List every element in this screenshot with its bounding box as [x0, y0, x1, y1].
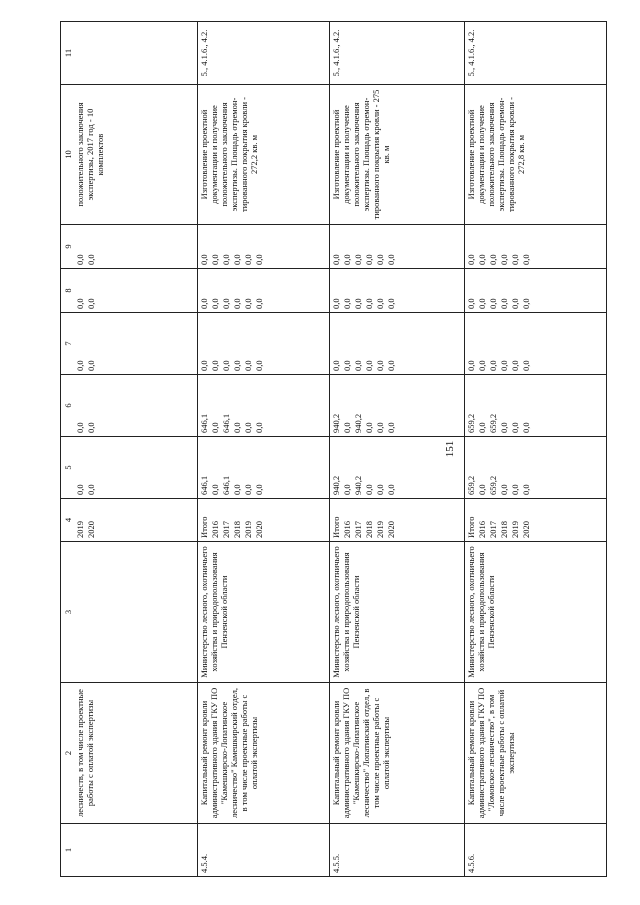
column-number: 6 — [61, 375, 75, 437]
amount-cell: 0,0 — [209, 360, 220, 371]
amount-cell: 659,2 — [487, 413, 498, 433]
indicator-link: 5., 4.1.6., 4.2. — [329, 22, 464, 85]
amount-cell: 0,0 — [253, 298, 264, 309]
amount-cell: 0,0 — [86, 422, 96, 433]
amount-cell: 0,0 — [385, 298, 396, 309]
funding-column — [197, 375, 329, 437]
column-number: 11 — [61, 22, 75, 85]
program-activities-table — [60, 21, 607, 877]
amount-cell: 0,0 — [465, 360, 476, 371]
year-cell: 2017 — [220, 521, 231, 538]
amount-cell: 0,0 — [75, 484, 85, 495]
table-body — [61, 22, 607, 877]
amount-cell: 0,0 — [498, 422, 509, 433]
amount-cell: 940,2 — [352, 413, 363, 433]
amount-cell: 0,0 — [363, 254, 374, 265]
funding-column — [74, 313, 197, 375]
amount-cell: 0,0 — [465, 254, 476, 265]
amount-cell: 659,2 — [465, 413, 476, 433]
column-number: 2 — [61, 683, 75, 824]
amount-cell: 0,0 — [341, 484, 352, 495]
amount-cell: 0,0 — [509, 254, 520, 265]
amount-cell: 0,0 — [476, 360, 487, 371]
amount-cell: 646,1 — [220, 413, 231, 433]
amount-cell: 0,0 — [363, 422, 374, 433]
amount-cell: 0,0 — [352, 254, 363, 265]
funding-column — [197, 313, 329, 375]
amount-cell: 0,0 — [231, 254, 242, 265]
expected-result: положительного заключения экспертизы, 2017 год - 10 комплектов — [74, 85, 197, 225]
amount-cell: 0,0 — [253, 422, 264, 433]
funding-column — [329, 437, 464, 499]
amount-cell: 0,0 — [198, 254, 209, 265]
year-cell: Итого — [465, 516, 476, 538]
funding-column — [74, 375, 197, 437]
year-cell: 2017 — [487, 521, 498, 538]
funding-column — [329, 375, 464, 437]
table-row — [74, 22, 197, 877]
amount-cell: 0,0 — [374, 254, 385, 265]
amount-cell: 659,2 — [487, 475, 498, 495]
column-number: 10 — [61, 85, 75, 225]
executor — [74, 542, 197, 683]
amount-cell: 0,0 — [75, 254, 85, 265]
amount-cell: 0,0 — [498, 484, 509, 495]
indicator-link: 5., 4.1.6., 4.2. — [464, 22, 606, 85]
row-number: 4.5.4. — [197, 824, 329, 877]
column-number: 1 — [61, 824, 75, 877]
amount-cell: 0,0 — [220, 254, 231, 265]
funding-column — [329, 499, 464, 542]
funding-column — [197, 269, 329, 313]
funding-column — [197, 437, 329, 499]
amount-cell: 0,0 — [75, 422, 85, 433]
amount-cell: 0,0 — [341, 360, 352, 371]
amount-cell: 0,0 — [520, 360, 531, 371]
funding-column — [464, 313, 606, 375]
amount-cell: 0,0 — [509, 422, 520, 433]
executor: Министерство лесного, охотничьего хозяйства и природопользования Пензенской области — [197, 542, 329, 683]
funding-column — [197, 225, 329, 269]
amount-cell: 0,0 — [509, 298, 520, 309]
amount-cell: 0,0 — [363, 360, 374, 371]
amount-cell: 0,0 — [86, 254, 96, 265]
amount-cell: 0,0 — [374, 484, 385, 495]
funding-column — [329, 269, 464, 313]
amount-cell: 0,0 — [341, 298, 352, 309]
amount-cell: 0,0 — [374, 360, 385, 371]
year-cell: 2020 — [253, 521, 264, 538]
amount-cell: 0,0 — [385, 360, 396, 371]
amount-cell: 0,0 — [520, 422, 531, 433]
amount-cell: 0,0 — [330, 360, 341, 371]
amount-cell: 0,0 — [476, 422, 487, 433]
funding-column — [464, 269, 606, 313]
amount-cell: 0,0 — [242, 484, 253, 495]
amount-cell: 0,0 — [520, 254, 531, 265]
column-number: 7 — [61, 313, 75, 375]
amount-cell: 0,0 — [487, 254, 498, 265]
amount-cell: 0,0 — [509, 360, 520, 371]
amount-cell: 0,0 — [509, 484, 520, 495]
table-row — [464, 22, 606, 877]
funding-column — [197, 499, 329, 542]
year-cell: 2016 — [209, 521, 220, 538]
row-number: 4.5.5. — [329, 824, 464, 877]
amount-cell: 0,0 — [374, 422, 385, 433]
year-cell: 2020 — [385, 521, 396, 538]
page-number: 151 — [444, 440, 456, 458]
executor: Министерство лесного, охотничьего хозяйства и природопользования Пензенской области — [464, 542, 606, 683]
amount-cell: 646,1 — [198, 475, 209, 495]
expected-result: Изготовление проектной документации и получение положительного заключения экспертизы. Площадь отремон-тированного покрытия кровли - 275 кв. м — [329, 85, 464, 225]
amount-cell: 0,0 — [520, 298, 531, 309]
funding-column — [74, 499, 197, 542]
funding-column — [464, 437, 606, 499]
amount-cell: 0,0 — [242, 298, 253, 309]
year-cell: 2018 — [498, 521, 509, 538]
amount-cell: 0,0 — [498, 360, 509, 371]
amount-cell: 0,0 — [385, 422, 396, 433]
table-row — [329, 22, 464, 877]
amount-cell: 0,0 — [253, 254, 264, 265]
funding-column — [464, 225, 606, 269]
amount-cell: 0,0 — [498, 298, 509, 309]
amount-cell: 0,0 — [209, 298, 220, 309]
amount-cell: 0,0 — [231, 360, 242, 371]
funding-column — [464, 499, 606, 542]
amount-cell: 0,0 — [75, 298, 85, 309]
year-cell: 2020 — [520, 521, 531, 538]
amount-cell: 0,0 — [209, 484, 220, 495]
amount-cell: 0,0 — [341, 422, 352, 433]
amount-cell: 0,0 — [86, 360, 96, 371]
funding-column — [74, 269, 197, 313]
column-number: 3 — [61, 542, 75, 683]
funding-column — [329, 313, 464, 375]
year-cell: 2016 — [341, 521, 352, 538]
amount-cell: 940,2 — [330, 413, 341, 433]
activity-name: Капитальный ремонт кровли административного здания ГКУ ПО "Камешкирско-Лопатинское лесничество" Камешкирский отдел, в том числе проектные работы с оплатой экспертизы — [197, 683, 329, 824]
amount-cell: 0,0 — [198, 298, 209, 309]
amount-cell: 0,0 — [220, 298, 231, 309]
amount-cell: 0,0 — [465, 298, 476, 309]
amount-cell: 659,2 — [465, 475, 476, 495]
amount-cell: 646,1 — [220, 475, 231, 495]
column-number: 9 — [61, 225, 75, 269]
amount-cell: 0,0 — [374, 298, 385, 309]
amount-cell: 0,0 — [385, 254, 396, 265]
amount-cell: 0,0 — [86, 298, 96, 309]
amount-cell: 0,0 — [198, 360, 209, 371]
amount-cell: 0,0 — [209, 254, 220, 265]
year-cell: 2020 — [86, 521, 96, 538]
amount-cell: 0,0 — [352, 360, 363, 371]
amount-cell: 0,0 — [330, 254, 341, 265]
amount-cell: 0,0 — [476, 484, 487, 495]
amount-cell: 0,0 — [253, 484, 264, 495]
amount-cell: 0,0 — [520, 484, 531, 495]
amount-cell: 0,0 — [242, 360, 253, 371]
row-number: 4.5.6. — [464, 824, 606, 877]
activity-name: лесничеств, в том числе проектные работы с оплатой экспертизы — [74, 683, 197, 824]
year-cell: 2017 — [352, 521, 363, 538]
year-cell: Итого — [330, 516, 341, 538]
amount-cell: 0,0 — [352, 298, 363, 309]
amount-cell: 0,0 — [385, 484, 396, 495]
year-cell: 2018 — [231, 521, 242, 538]
column-number: 8 — [61, 269, 75, 313]
expected-result: Изготовление проектной документации и получение положительного заключения экспертизы. Площадь отремон-тированного покрытия кровли - 272,2 кв. м — [197, 85, 329, 225]
activity-name: Капитальный ремонт кровли административного здания ГКУ ПО "Камешкирско-Лопатинское лесничество" Лопатинский отдел, в том числе проектные работы с оплатой экспертизы — [329, 683, 464, 824]
amount-cell: 0,0 — [487, 360, 498, 371]
funding-column — [329, 225, 464, 269]
amount-cell: 0,0 — [253, 360, 264, 371]
program-table-page — [60, 22, 607, 877]
amount-cell: 0,0 — [242, 422, 253, 433]
funding-column — [74, 437, 197, 499]
indicator-link — [74, 22, 197, 85]
executor: Министерство лесного, охотничьего хозяйства и природопользования Пензенской области — [329, 542, 464, 683]
amount-cell: 940,2 — [352, 475, 363, 495]
year-cell: 2018 — [363, 521, 374, 538]
amount-cell: 0,0 — [363, 484, 374, 495]
amount-cell: 646,1 — [198, 413, 209, 433]
amount-cell: 0,0 — [231, 484, 242, 495]
year-cell: 2019 — [242, 521, 253, 538]
funding-column — [74, 225, 197, 269]
funding-column — [464, 375, 606, 437]
amount-cell: 0,0 — [487, 298, 498, 309]
amount-cell: 0,0 — [220, 360, 231, 371]
amount-cell: 0,0 — [330, 298, 341, 309]
amount-cell: 940,2 — [330, 475, 341, 495]
column-number: 5 — [61, 437, 75, 499]
column-number: 4 — [61, 499, 75, 542]
amount-cell: 0,0 — [341, 254, 352, 265]
expected-result: Изготовление проектной документации и получение положительного заключения экспертизы. Площадь отремон-тированного покрытия кровли - 272,8 кв. м — [464, 85, 606, 225]
amount-cell: 0,0 — [75, 360, 85, 371]
amount-cell: 0,0 — [476, 298, 487, 309]
year-cell: Итого — [198, 516, 209, 538]
amount-cell: 0,0 — [86, 484, 96, 495]
amount-cell: 0,0 — [242, 254, 253, 265]
year-cell: 2019 — [509, 521, 520, 538]
year-cell: 2016 — [476, 521, 487, 538]
column-number-row — [61, 22, 75, 877]
amount-cell: 0,0 — [231, 422, 242, 433]
indicator-link: 5., 4.1.6., 4.2. — [197, 22, 329, 85]
amount-cell: 0,0 — [231, 298, 242, 309]
activity-name: Капитальный ремонт кровли административного здания ГКУ ПО "Ломовское лесничество", в том числе проектные работы с оплатой экспертизы — [464, 683, 606, 824]
amount-cell: 0,0 — [363, 298, 374, 309]
amount-cell: 0,0 — [476, 254, 487, 265]
amount-cell: 0,0 — [498, 254, 509, 265]
amount-cell: 0,0 — [209, 422, 220, 433]
year-cell: 2019 — [75, 521, 85, 538]
year-cell: 2019 — [374, 521, 385, 538]
row-number — [74, 824, 197, 877]
table-row — [197, 22, 329, 877]
